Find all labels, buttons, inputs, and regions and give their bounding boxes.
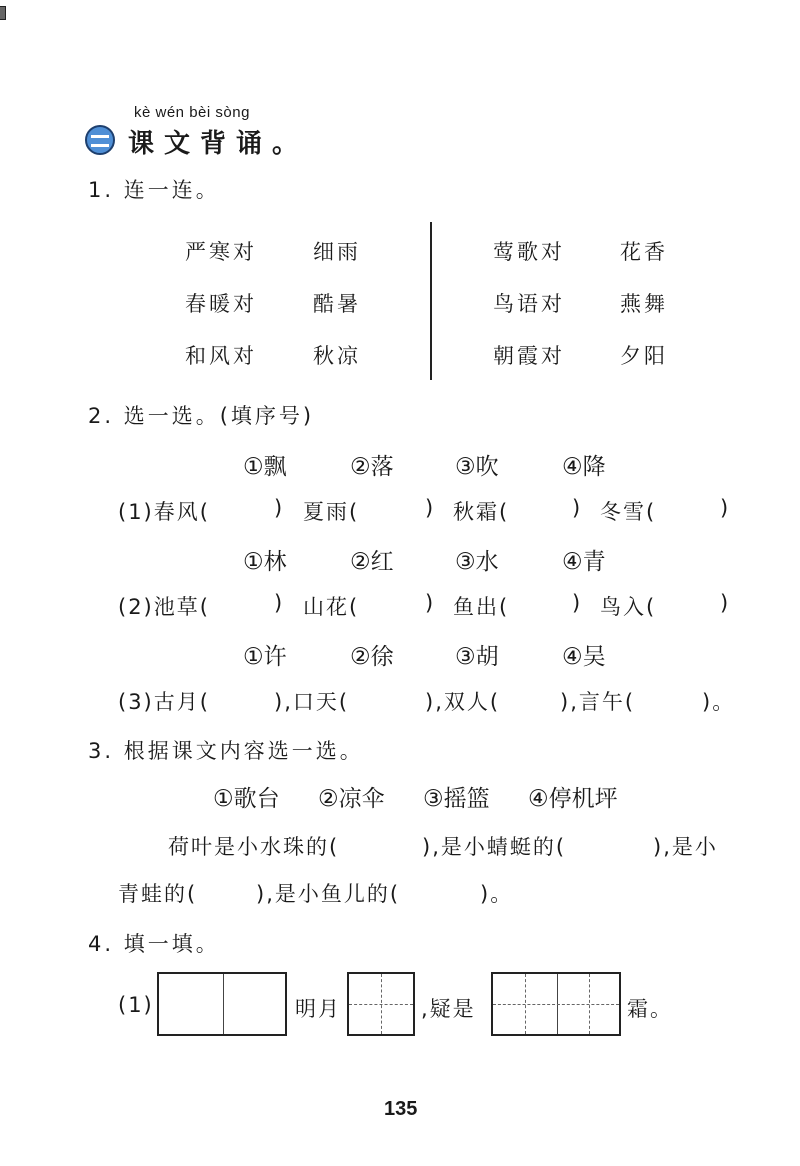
q3-title: 3. 根据课文内容选一选。: [88, 739, 364, 763]
q1-title: 1. 连一连。: [88, 178, 220, 202]
q2-l1-e: 秋霜(: [453, 500, 510, 524]
q1-left-b-3: 秋凉: [313, 344, 361, 368]
q2-opt3-2: ②徐: [350, 644, 394, 670]
q2-l1-c: 夏雨(: [303, 500, 360, 524]
q2-opt3-4: ④吴: [562, 644, 606, 670]
q1-right-b-3: 夕阳: [620, 344, 668, 368]
column-divider: [430, 222, 432, 380]
q2-l1-b[interactable]: ): [274, 496, 285, 520]
q2-l1-a: (1)春风(: [118, 500, 210, 524]
q2-l3-c[interactable]: ),双人(: [425, 690, 501, 714]
q4-label: (1): [118, 993, 154, 1017]
q3-l2-c[interactable]: )。: [480, 882, 514, 906]
q2-l2-a: (2)池草(: [118, 595, 210, 619]
q2-l1-f[interactable]: ): [572, 496, 583, 520]
q2-title: 2. 选一选。(填序号): [88, 404, 315, 428]
answer-box-two-chars-grid[interactable]: [491, 972, 621, 1036]
answer-box-two-chars[interactable]: [157, 972, 287, 1036]
q4-text-end: 霜。: [627, 997, 673, 1021]
q3-l1-a: 荷叶是小水珠的(: [168, 835, 340, 859]
q2-l1-d[interactable]: ): [425, 496, 436, 520]
q2-opt2-1: ①林: [243, 549, 287, 575]
corner-mark: [0, 6, 6, 20]
q3-l2-b[interactable]: ),是小鱼儿的(: [256, 882, 401, 906]
q2-opt1-2: ②落: [350, 454, 394, 480]
q2-l3-e[interactable]: )。: [702, 690, 736, 714]
q1-left-b-1: 细雨: [313, 240, 361, 264]
q3-opt-3: ③摇篮: [423, 786, 490, 812]
q2-l3-a: (3)古月(: [118, 690, 210, 714]
q2-opt3-3: ③胡: [455, 644, 499, 670]
q2-l2-h[interactable]: ): [720, 591, 731, 615]
q3-opt-2: ②凉伞: [318, 786, 385, 812]
q2-l2-b[interactable]: ): [274, 591, 285, 615]
q2-opt2-3: ③水: [455, 549, 499, 575]
q1-left-a-2: 春暖对: [185, 292, 257, 316]
q2-opt2-2: ②红: [350, 549, 394, 575]
answer-box-one-char[interactable]: [347, 972, 415, 1036]
q2-l3-d[interactable]: ),言午(: [560, 690, 636, 714]
q2-l1-h[interactable]: ): [720, 496, 731, 520]
q4-text-mid: 明月: [295, 997, 341, 1021]
q3-opt-4: ④停机坪: [528, 786, 618, 812]
q2-l1-g: 冬雪(: [600, 500, 657, 524]
q4-text-mid2: ,疑是: [421, 997, 476, 1021]
q1-right-b-1: 花香: [620, 240, 668, 264]
section-number-icon: [85, 125, 115, 155]
q2-opt2-4: ④青: [562, 549, 606, 575]
q1-left-b-2: 酷暑: [313, 292, 361, 316]
q3-l2-a: 青蛙的(: [118, 882, 198, 906]
page-number: 135: [384, 1098, 418, 1120]
q2-l3-b[interactable]: ),口天(: [274, 690, 350, 714]
section-pinyin: kè wén bèi sòng: [134, 104, 250, 121]
q2-l2-d[interactable]: ): [425, 591, 436, 615]
q1-left-a-1: 严寒对: [185, 240, 257, 264]
q2-l2-f[interactable]: ): [572, 591, 583, 615]
q2-l2-g: 鸟入(: [600, 595, 657, 619]
q3-l1-b[interactable]: ),是小蜻蜓的(: [422, 835, 567, 859]
q1-right-b-2: 燕舞: [620, 292, 668, 316]
q2-opt3-1: ①许: [243, 644, 287, 670]
q1-right-a-1: 莺歌对: [493, 240, 565, 264]
q2-opt1-1: ①飘: [243, 454, 287, 480]
q3-l1-c[interactable]: ),是小: [653, 835, 718, 859]
q2-opt1-4: ④降: [562, 454, 606, 480]
q1-right-a-3: 朝霞对: [493, 344, 565, 368]
q1-right-a-2: 鸟语对: [493, 292, 565, 316]
q2-l2-c: 山花(: [303, 595, 360, 619]
q3-opt-1: ①歌台: [213, 786, 280, 812]
q1-left-a-3: 和风对: [185, 344, 257, 368]
q2-l2-e: 鱼出(: [453, 595, 510, 619]
section-title: 课文背诵。: [128, 129, 309, 159]
q2-opt1-3: ③吹: [455, 454, 499, 480]
q4-title: 4. 填一填。: [88, 932, 220, 956]
